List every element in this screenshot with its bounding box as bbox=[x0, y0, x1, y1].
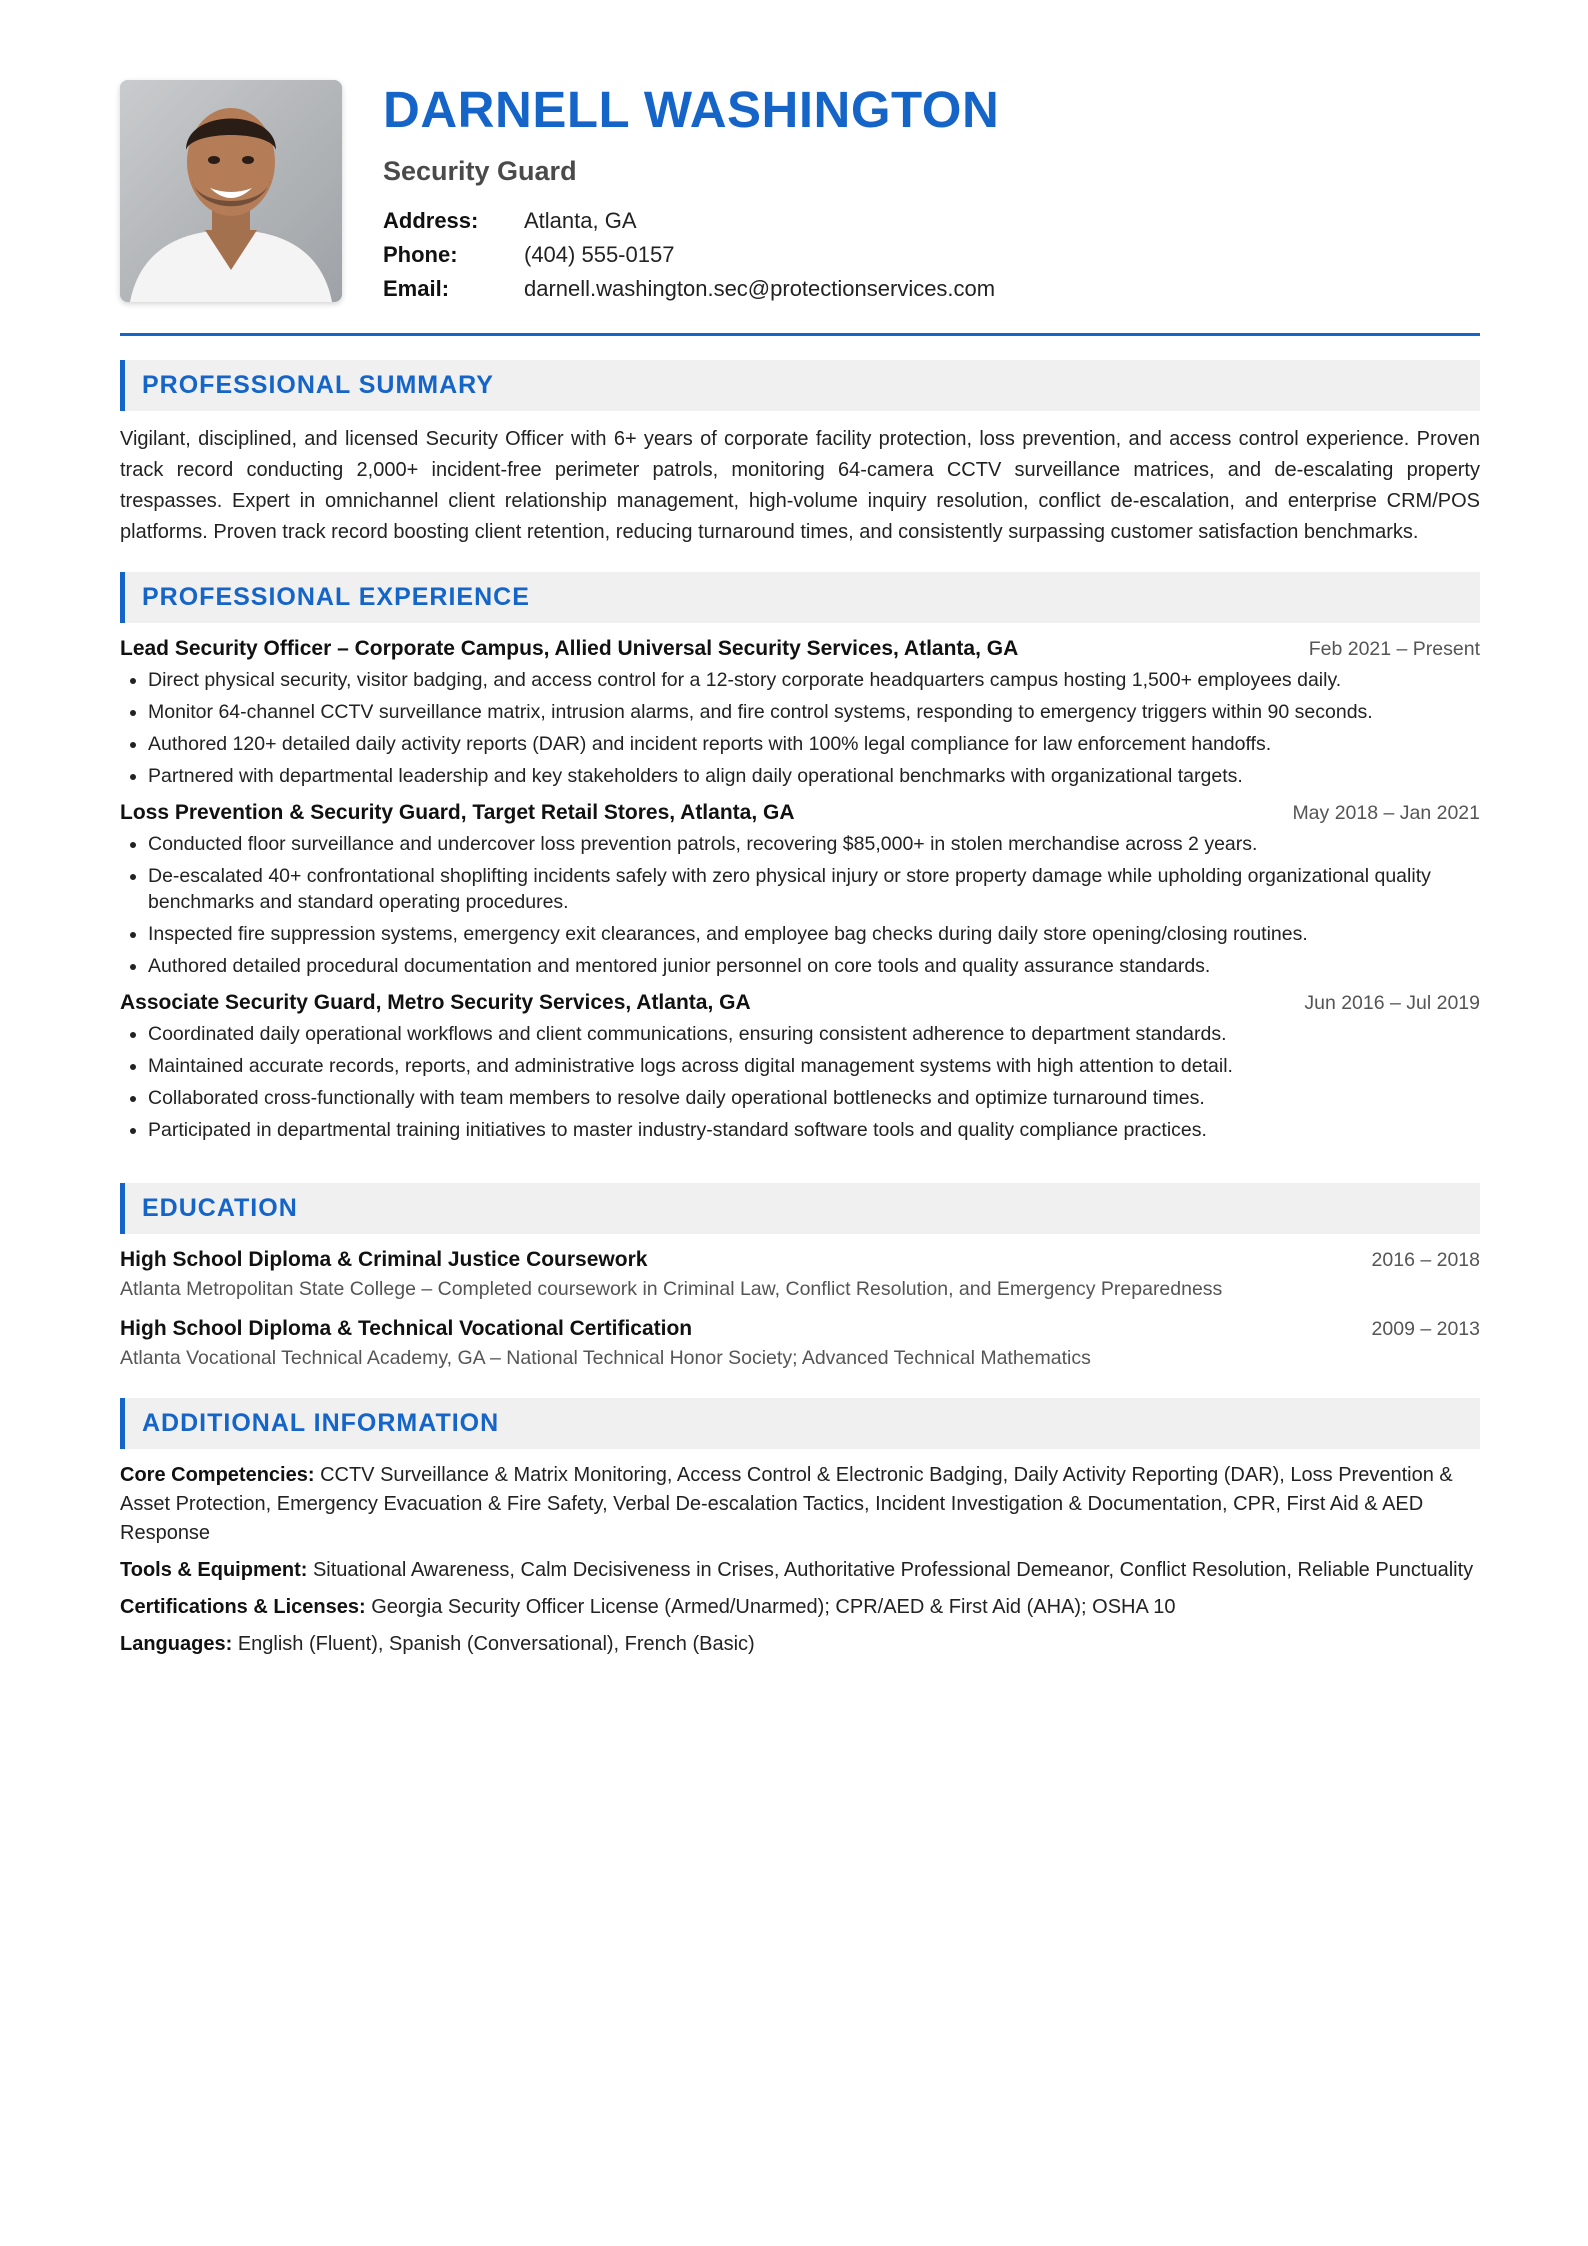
info-value: Georgia Security Officer License (Armed/Unarmed); CPR/AED & First Aid (AHA); OSHA 10 bbox=[371, 1596, 1176, 1618]
education-title: High School Diploma & Technical Vocational Certification bbox=[120, 1317, 693, 1340]
portrait-image bbox=[120, 80, 342, 302]
bullet-item: • Partnered with departmental leadership and key stakeholders to align daily operational benchmarks with organizational targets. bbox=[148, 763, 1480, 789]
section-header bbox=[120, 1398, 1480, 1449]
contact-label: Address: bbox=[383, 208, 479, 233]
section-title: PROFESSIONAL EXPERIENCE bbox=[142, 583, 530, 611]
bullet-item: • De-escalated 40+ confrontational shoplifting incidents safely with zero physical injury or store property damage while upholding organizational quality benchmarks and standard operating procedures. bbox=[148, 863, 1480, 915]
section-header bbox=[120, 1183, 1480, 1234]
bullet-item: • Direct physical security, visitor badging, and access control for a 12-story corporate headquarters campus hosting 1,500+ employees daily. bbox=[148, 667, 1480, 693]
summary-section bbox=[120, 360, 1480, 548]
info-row-tools bbox=[120, 1556, 1480, 1585]
info-row-languages bbox=[120, 1630, 1480, 1659]
bullet-item: • Authored 120+ detailed daily activity reports (DAR) and incident reports with 100% legal compliance for law enforcement handoffs. bbox=[148, 731, 1480, 757]
info-label: Core Competencies: bbox=[120, 1464, 315, 1486]
contact-value: (404) 555-0157 bbox=[524, 242, 675, 267]
contact-value: Atlanta, GA bbox=[524, 208, 637, 233]
info-label: Tools & Equipment: bbox=[120, 1559, 308, 1581]
bullet-item: • Monitor 64-channel CCTV surveillance matrix, intrusion alarms, and fire control systems, responding to emergency triggers within 90 seconds. bbox=[148, 699, 1480, 725]
experience-section bbox=[120, 572, 1480, 1143]
job-header bbox=[120, 801, 1480, 825]
education-header bbox=[120, 1248, 1480, 1272]
education-section bbox=[120, 1183, 1480, 1370]
section-title: PROFESSIONAL SUMMARY bbox=[142, 371, 494, 399]
bullet-item: • Authored detailed procedural documentation and mentored junior personnel on core tools and quality assurance standards. bbox=[148, 953, 1480, 979]
education-detail: Atlanta Metropolitan State College – Completed coursework in Criminal Law, Conflict Resolution, and Emergency Preparedness bbox=[120, 1278, 1223, 1300]
job-date: Feb 2021 – Present bbox=[1308, 638, 1480, 660]
additional-section bbox=[120, 1398, 1480, 1659]
contact-label: Email: bbox=[383, 276, 450, 301]
section-header bbox=[120, 572, 1480, 623]
summary-text: Vigilant, disciplined, and licensed Security Officer with 6+ years of corporate facility protection, loss prevention, and access control experience. Proven track record conducting 2,000+ incident-free perimeter patrols, monitoring 64-camera CCTV surveillance matrices, and de-escalating property trespasses. Expert in omnichannel client relationship management, high-volume inquiry resolution, conflict de-escalation, and enterprise CRM/POS platforms. Proven track record boosting client retention, reducing turnaround times, and consistently surpassing customer satisfaction benchmarks. bbox=[120, 428, 1480, 543]
education-date: 2009 – 2013 bbox=[1371, 1318, 1480, 1340]
section-title: ADDITIONAL INFORMATION bbox=[142, 1409, 500, 1437]
candidate-name: DARNELL WASHINGTON bbox=[383, 81, 1000, 138]
info-row-competencies bbox=[120, 1461, 1480, 1548]
job-entry bbox=[120, 801, 1480, 979]
job-date: May 2018 – Jan 2021 bbox=[1292, 802, 1480, 824]
info-label: Certifications & Licenses: bbox=[120, 1596, 366, 1618]
profile-photo bbox=[120, 80, 342, 302]
header-divider bbox=[120, 333, 1480, 336]
bullet-item: • Participated in departmental training initiatives to master industry-standard software tools and quality compliance practices. bbox=[148, 1117, 1480, 1143]
education-entry bbox=[120, 1248, 1480, 1301]
job-title: Loss Prevention & Security Guard, Target Retail Stores, Atlanta, GA bbox=[120, 801, 795, 824]
bullet-item: • Conducted floor surveillance and undercover loss prevention patrols, recovering $85,000+ in stolen merchandise across 2 years. bbox=[148, 831, 1480, 857]
section-header bbox=[120, 360, 1480, 411]
job-entry bbox=[120, 637, 1480, 789]
resume-header bbox=[120, 80, 1480, 335]
education-entry bbox=[120, 1317, 1480, 1370]
contact-label: Phone: bbox=[383, 242, 458, 267]
info-label: Languages: bbox=[120, 1633, 233, 1655]
education-date: 2016 – 2018 bbox=[1371, 1249, 1480, 1271]
job-title: Lead Security Officer – Corporate Campus, Allied Universal Security Services, Atlanta, GA bbox=[120, 637, 1019, 660]
job-bullets bbox=[120, 1021, 1480, 1143]
education-header bbox=[120, 1317, 1480, 1341]
info-value: Situational Awareness, Calm Decisiveness in Crises, Authoritative Professional Demeanor, Conflict Resolution, Reliable Punctuality bbox=[312, 1559, 1474, 1581]
info-row-certifications bbox=[120, 1593, 1480, 1622]
job-bullets bbox=[120, 667, 1480, 789]
info-value: CCTV Surveillance & Matrix Monitoring, Access Control & Electronic Badging, Daily Activity Reporting (DAR), Loss Prevention & Asset Protection, Emergency Evacuation & Fire Safety, Verbal De-escalation Tactics, Incident Investigation & Documentation, CPR, First Aid & AED Response bbox=[120, 1464, 1453, 1544]
info-value: English (Fluent), Spanish (Conversational), French (Basic) bbox=[237, 1633, 755, 1655]
contact-value: darnell.washington.sec@protectionservices.com bbox=[524, 276, 996, 301]
job-date: Jun 2016 – Jul 2019 bbox=[1304, 992, 1480, 1014]
candidate-role: Security Guard bbox=[383, 156, 577, 186]
resume-content bbox=[120, 80, 1480, 1659]
bullet-item: • Inspected fire suppression systems, emergency exit clearances, and employee bag checks during daily store opening/closing routines. bbox=[148, 921, 1480, 947]
job-bullets bbox=[120, 831, 1480, 979]
section-title: EDUCATION bbox=[142, 1194, 298, 1222]
bullet-item: • Maintained accurate records, reports, and administrative logs across digital management systems with high attention to detail. bbox=[148, 1053, 1480, 1079]
job-header bbox=[120, 637, 1480, 661]
job-header bbox=[120, 991, 1480, 1015]
job-entry bbox=[120, 991, 1480, 1143]
bullet-item: • Coordinated daily operational workflows and client communications, ensuring consistent adherence to department standards. bbox=[148, 1021, 1480, 1047]
education-title: High School Diploma & Criminal Justice Coursework bbox=[120, 1248, 648, 1271]
education-detail: Atlanta Vocational Technical Academy, GA – National Technical Honor Society; Advanced Technical Mathematics bbox=[120, 1347, 1091, 1369]
bullet-item: • Collaborated cross-functionally with team members to resolve daily operational bottlenecks and optimize turnaround times. bbox=[148, 1085, 1480, 1111]
job-title: Associate Security Guard, Metro Security Services, Atlanta, GA bbox=[120, 991, 751, 1014]
